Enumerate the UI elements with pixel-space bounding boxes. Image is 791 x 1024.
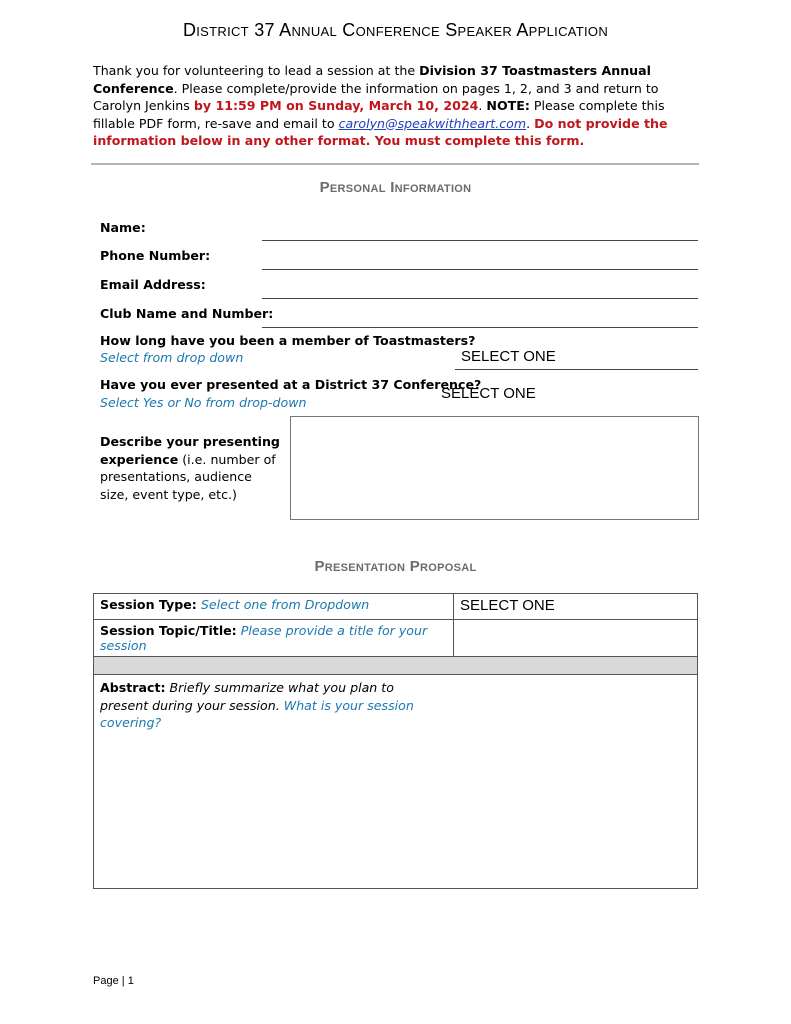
note-label: NOTE: (486, 98, 530, 113)
experience-textarea[interactable] (290, 416, 699, 520)
dropdown-underline (455, 369, 698, 370)
name-label: Name: (100, 220, 146, 235)
club-field[interactable] (262, 327, 698, 328)
member-hint: Select from drop down (100, 350, 244, 365)
name-field[interactable] (262, 240, 698, 241)
intro-text: . (526, 115, 535, 131)
phone-field[interactable] (262, 269, 698, 270)
abstract-input[interactable] (94, 675, 698, 889)
presented-question: Have you ever presented at a District 37 Conference? (100, 377, 482, 392)
proposal-heading: Presentation Proposal (314, 558, 477, 575)
describe-label-bold: Describe your presenting experience (100, 434, 280, 467)
intro-text: . Please complete/provide the information on pages 1, 2, and 3 and return to Carolyn Jenkins (93, 80, 659, 113)
page-label: Page (93, 975, 119, 987)
page-number: 1 (127, 975, 134, 987)
topic-label: Session Topic/Title: (100, 623, 237, 638)
intro-text: Please complete this fillable PDF form, re-save and email to (93, 98, 665, 131)
topic-hint: Please provide a title for your session (100, 623, 428, 653)
describe-experience-label (100, 433, 280, 503)
phone-label: Phone Number: (100, 248, 211, 263)
email-link[interactable]: carolyn@speakwithheart.com (338, 115, 527, 131)
presented-hint: Select Yes or No from drop-down (100, 395, 307, 410)
proposal-table (93, 593, 698, 889)
abstract-hint: Briefly summarize what you plan to present during your session. (100, 680, 394, 713)
page-footer: Page | 1 (93, 975, 134, 987)
club-label: Club Name and Number: (100, 306, 274, 321)
event-name: Division 37 Toastmasters Annual Conference (93, 63, 651, 96)
warning-text: Do not provide the information below in any other format. You must complete this form. (93, 115, 668, 148)
membership-duration-dropdown[interactable]: SELECT ONE (461, 348, 556, 365)
personal-info-heading: Personal Information (319, 179, 472, 196)
topic-cell (94, 620, 454, 657)
abstract-hint-question: What is your session covering? (100, 697, 414, 730)
intro-text: Thank you for volunteering to lead a session at the (93, 63, 420, 78)
presented-before-dropdown[interactable]: SELECT ONE (441, 385, 536, 402)
session-type-cell (94, 594, 454, 620)
intro-paragraph (93, 62, 703, 150)
session-type-hint: Select one from Dropdown (200, 597, 370, 612)
shaded-separator-row (94, 657, 698, 675)
page-title: District 37 Annual Conference Speaker Application (182, 20, 609, 40)
topic-input[interactable] (454, 620, 698, 657)
email-label: Email Address: (100, 277, 206, 292)
email-field[interactable] (262, 298, 698, 299)
session-type-dropdown[interactable]: SELECT ONE (460, 597, 555, 614)
session-type-dropdown-cell (454, 594, 698, 620)
session-type-label: Session Type: (100, 597, 197, 612)
intro-text: . (478, 98, 487, 113)
member-question: How long have you been a member of Toastmasters? (100, 333, 476, 348)
divider (91, 163, 699, 165)
abstract-label: Abstract: (100, 680, 166, 695)
deadline: by 11:59 PM on Sunday, March 10, 2024 (193, 98, 479, 113)
describe-label-hint: (i.e. number of presentations, audience size, event type, etc.) (100, 451, 276, 502)
abstract-prompt (100, 679, 430, 732)
